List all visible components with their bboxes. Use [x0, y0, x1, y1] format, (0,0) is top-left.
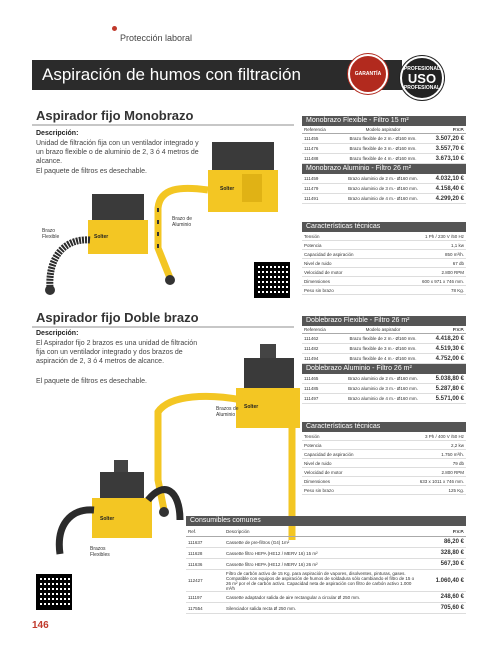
table-row — [186, 570, 466, 592]
col-model: Modelo aspirador — [365, 127, 401, 132]
row-price: 328,80 € — [440, 550, 464, 556]
qr-code-icon-2[interactable] — [36, 574, 72, 610]
row-price: 3.673,10 € — [435, 155, 464, 162]
spec-key: Nivel de ruido — [304, 460, 332, 466]
garantia-seal-icon — [348, 54, 388, 94]
table-row — [302, 394, 466, 404]
row-ref: 111636 — [188, 561, 203, 567]
product1-label-flexible: Brazo Flexible — [42, 228, 60, 240]
row-price: 4.752,00 € — [435, 355, 464, 362]
consumables-title: Consumibles comunes — [186, 516, 466, 526]
uso-profesional-seal-icon — [400, 56, 444, 100]
table-row — [186, 537, 466, 548]
spec-row — [302, 468, 466, 477]
row-ref: 111485 — [304, 386, 319, 391]
page-title: Aspiración de humos con filtración — [32, 60, 402, 90]
row-model: Brazo aluminio de 4 m.- Ø160 mm. — [348, 396, 418, 401]
row-price: 4.418,20 € — [435, 335, 464, 342]
spec-value: 1 Ph / 230 V /50 Hz — [424, 233, 464, 239]
col-price: P.V.P. — [452, 528, 464, 534]
spec-value: 600 x 971 x 746 mm. — [421, 278, 464, 284]
row-price: 5.038,80 € — [435, 375, 464, 382]
row-price: 86,20 € — [443, 539, 464, 545]
row-model: Brazo aluminio de 3 m.- Ø160 mm. — [348, 386, 418, 391]
spec-value: 79 db — [452, 460, 464, 466]
spec-key: Potencia — [304, 442, 322, 448]
uso-seal-big: USO — [407, 70, 437, 86]
spec-key: Velocidad de motor — [304, 469, 343, 475]
spec-value: 2,2 kw — [450, 442, 464, 448]
row-desc: Cassette de pre-filtros (G4) 1m² — [226, 539, 290, 545]
table-row — [302, 384, 466, 394]
table-row — [302, 134, 466, 144]
spec-row — [302, 477, 466, 486]
row-price: 567,30 € — [440, 561, 464, 567]
spec-row — [302, 486, 466, 495]
svg-text:Solter: Solter — [100, 516, 115, 522]
spec-value: 78 Kg. — [450, 287, 464, 293]
row-ref: 111494 — [304, 356, 319, 361]
row-model: Brazo flexible de 4 m.- Ø160 mm. — [349, 356, 417, 361]
spec-value: 1.750 m³/h. — [441, 451, 464, 457]
row-ref: 112427 — [188, 578, 203, 583]
product1-desc-filters: El paquete de filtros es desechable. — [36, 168, 147, 175]
table-title: Doblebrazo Flexible - Filtro 26 m² — [302, 316, 466, 326]
spec-key: Tensión — [304, 433, 320, 439]
uso-seal-bottom: PROFESIONAL — [403, 84, 441, 91]
row-model: Brazo flexible de 3 m.- Ø160 mm. — [349, 346, 417, 351]
spec-row — [302, 259, 466, 268]
spec-value: 633 x 1011 x 746 mm. — [419, 478, 464, 484]
spec-row — [302, 250, 466, 259]
row-model: Brazo flexible de 2 m.- Ø160 mm. — [349, 336, 417, 341]
product1-desc: Unidad de filtración fija con un ventilador integrado y un brazo flexible o de aluminio de 2, 3 ó 4 metros de alcance. — [36, 140, 199, 165]
product2-label-aluminio: Brazos de Aluminio — [216, 406, 239, 418]
svg-text:Solter: Solter — [94, 234, 109, 240]
spec-key: Tensión — [304, 233, 320, 239]
section-label: Protección laboral — [120, 33, 193, 43]
row-ref: 111465 — [304, 376, 319, 381]
uso-seal-top: PROFESIONAL — [403, 65, 441, 72]
spec-row — [302, 450, 466, 459]
table-row — [302, 354, 466, 364]
row-price: 4.299,20 € — [435, 195, 464, 202]
row-ref: 111482 — [304, 346, 319, 351]
spec-row — [302, 286, 466, 295]
product2-desc: El Aspirador fijo 2 brazos es una unidad de filtración fija con un ventilador integrado y dos brazos de aspiración de 2, 3 ó 4 metros de alcance. — [36, 340, 198, 365]
spec-row — [302, 232, 466, 241]
row-ref: 111488 — [304, 156, 319, 161]
spec-row — [302, 268, 466, 277]
qr-code-icon[interactable] — [254, 262, 290, 298]
row-price: 4.519,30 € — [435, 345, 464, 352]
product2-specs — [302, 422, 466, 495]
table-row — [186, 592, 466, 603]
table-title: Monobrazo Aluminio - Filtro 26 m² — [302, 164, 466, 174]
col-model: Modelo aspirador — [365, 327, 401, 332]
row-model: Brazo aluminio de 3 m.- Ø160 mm. — [348, 186, 418, 191]
product1-title: Aspirador fijo Monobrazo — [36, 108, 194, 123]
product1-desc-head: Descripción: — [36, 130, 79, 137]
row-price: 3.507,20 € — [435, 135, 464, 142]
row-ref: 111462 — [304, 336, 319, 341]
svg-text:Solter: Solter — [244, 404, 259, 410]
table-row — [302, 144, 466, 154]
table-header — [302, 326, 466, 334]
row-ref: 111455 — [304, 136, 319, 141]
table-row — [302, 194, 466, 204]
product1-label-aluminio: Brazo de Aluminio — [172, 216, 193, 228]
row-model: Brazo aluminio de 2 m.- Ø160 mm. — [348, 376, 418, 381]
row-ref: 117554 — [188, 605, 203, 611]
garantia-seal-text: GARANTÍA — [354, 71, 382, 77]
row-price: 5.571,00 € — [435, 395, 464, 402]
spec-row — [302, 459, 466, 468]
spec-value: 2.800 RPM — [441, 469, 464, 475]
row-model: Brazo aluminio de 2 m.- Ø160 mm. — [348, 176, 418, 181]
row-price: 248,60 € — [440, 594, 464, 600]
row-model: Brazo flexible de 3 m.- Ø160 mm. — [349, 146, 417, 151]
row-model: Brazo flexible de 2 m.- Ø160 mm. — [349, 136, 417, 141]
spec-key: Potencia — [304, 242, 322, 248]
row-price: 1.060,40 € — [435, 577, 464, 584]
row-desc: Filtro de carbón activo de 15 Kg. para aspiración de vapores, disolventes, pinturas, gases. Compatible con equipos de aspiración de humos de soldadura sólo cambiando el filtro de 15 o 26 m² por el de carbón activo. Capacidad neta de aspiración con filtro de carbón activo 1.000 m³/h — [226, 570, 415, 591]
spec-value: 2.800 RPM — [441, 269, 464, 275]
spec-row — [302, 241, 466, 250]
table-row — [302, 154, 466, 164]
section-marker — [112, 26, 117, 31]
table-row — [302, 344, 466, 354]
spec-row — [302, 441, 466, 450]
product1-rule — [32, 124, 294, 126]
table-title: Doblebrazo Aluminio - Filtro 26 m² — [302, 364, 466, 374]
product2-table-flexible — [302, 316, 466, 404]
table-row — [302, 334, 466, 344]
table-row — [186, 548, 466, 559]
table-header — [302, 126, 466, 134]
page-number: 146 — [32, 620, 49, 631]
product1-table-flexible — [302, 116, 466, 204]
row-model: Brazo aluminio de 4 m.- Ø160 mm. — [348, 196, 418, 201]
spec-key: Capacidad de aspiración — [304, 451, 354, 457]
row-price: 705,60 € — [440, 605, 464, 611]
table-row — [186, 559, 466, 570]
spec-key: Dimensiones — [304, 478, 331, 484]
spec-value: 850 m³/h. — [444, 251, 464, 257]
spec-row — [302, 432, 466, 441]
table-row — [302, 174, 466, 184]
row-ref: 111491 — [304, 196, 319, 201]
spec-value: 3 Ph / 400 V /50 Hz — [424, 433, 464, 439]
spec-key: Peso sin brazo — [304, 287, 334, 293]
spec-key: Velocidad de motor — [304, 269, 343, 275]
row-ref: 111628 — [188, 550, 203, 556]
row-model: Brazo flexible de 4 m.- Ø160 mm. — [349, 156, 417, 161]
table-row — [186, 603, 466, 614]
row-price: 3.557,70 € — [435, 145, 464, 152]
spec-key: Capacidad de aspiración — [304, 251, 354, 257]
spec-value: 125 Kg. — [448, 487, 464, 493]
table-title: Monobrazo Flexible - Filtro 15 m² — [302, 116, 466, 126]
spec-value: 1,1 kw — [450, 242, 464, 248]
table-row — [302, 374, 466, 384]
consumables-table — [186, 516, 466, 614]
row-desc: Silenciador salida recta Ø 250 mm. — [226, 605, 297, 611]
row-desc: Cassette filtro HEPA (HE12 / MERV 16) 26 m² — [226, 561, 318, 567]
row-desc: Cassette filtro HEPA (HE12 / MERV 16) 15 m² — [226, 550, 318, 556]
product2-rule — [32, 326, 294, 328]
product2-desc-head: Descripción: — [36, 330, 79, 337]
specs-title: Características técnicas — [302, 422, 466, 432]
row-ref: 111459 — [304, 176, 319, 181]
row-ref: 111497 — [304, 396, 319, 401]
spec-key: Nivel de ruido — [304, 260, 332, 266]
col-price: P.V.P. — [452, 127, 464, 132]
row-ref: 111479 — [304, 186, 319, 191]
product1-specs — [302, 222, 466, 295]
row-price: 5.287,80 € — [435, 385, 464, 392]
product2-desc-filters: El paquete de filtros es desechable. — [36, 378, 147, 385]
row-price: 4.032,10 € — [435, 175, 464, 182]
spec-key: Peso sin brazo — [304, 487, 334, 493]
row-ref: 111197 — [188, 594, 203, 600]
row-price: 4.158,40 € — [435, 185, 464, 192]
spec-key: Dimensiones — [304, 278, 331, 284]
table-row — [302, 184, 466, 194]
col-price: P.V.P. — [452, 327, 464, 332]
row-ref: 111637 — [188, 539, 203, 545]
table-header — [186, 526, 466, 537]
row-desc: Cassette adaptador salida de aire rectangular a circular Ø 250 mm. — [226, 594, 361, 600]
col-ref: Referencia — [304, 127, 326, 132]
col-ref: Referencia — [304, 327, 326, 332]
row-ref: 111476 — [304, 146, 319, 151]
col-desc: Descripción — [226, 528, 250, 534]
col-ref: Ref. — [188, 528, 197, 534]
spec-value: 67 db — [452, 260, 464, 266]
specs-title: Características técnicas — [302, 222, 466, 232]
product1-brand-a: Solter — [220, 186, 235, 192]
product2-title: Aspirador fijo Doble brazo — [36, 310, 199, 325]
product2-label-flexible: Brazos Flexibles — [90, 546, 110, 558]
spec-row — [302, 277, 466, 286]
